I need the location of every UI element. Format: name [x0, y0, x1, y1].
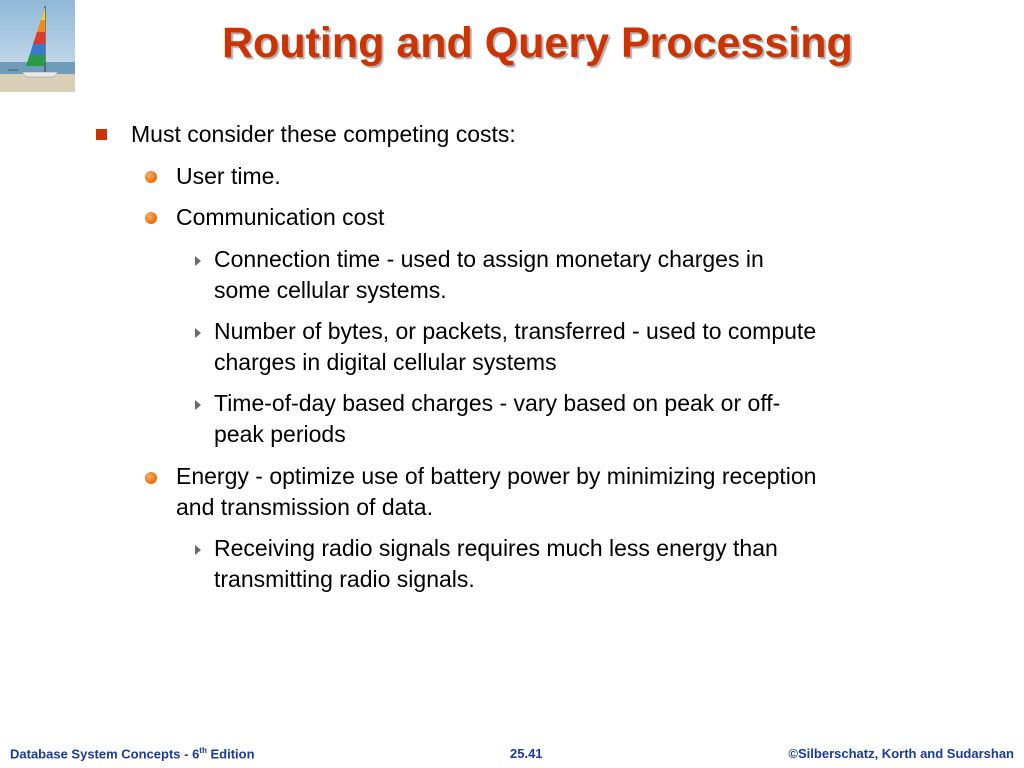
arrow-bullet-icon	[195, 328, 201, 338]
bullet-level3-line1: Number of bytes, or packets, transferred - used to compute	[214, 318, 817, 344]
square-bullet-icon	[96, 129, 107, 140]
arrow-bullet-icon	[195, 545, 201, 555]
bullet-level3-line2: transmitting radio signals.	[214, 566, 475, 592]
footer-copyright: ©Silberschatz, Korth and Sudarshan	[788, 746, 1014, 761]
bullet-level2: Communication cost	[176, 204, 385, 230]
slide-title: Routing and Query Processing	[222, 19, 853, 67]
bullet-level2-line1: Energy - optimize use of battery power by minimizing reception	[176, 463, 817, 489]
arrow-bullet-icon	[195, 400, 201, 410]
bullet-level3-line1: Receiving radio signals requires much less energy than	[214, 535, 778, 561]
bullet-level3-line2: some cellular systems.	[214, 277, 447, 303]
footer-book-title	[10, 746, 255, 761]
footer-book-prefix: Database System Concepts - 6	[10, 746, 200, 762]
dot-bullet-icon	[145, 472, 157, 484]
bullet-level2-line2: and transmission of data.	[176, 494, 433, 520]
dot-bullet-icon	[145, 171, 157, 183]
footer-page-number: 25.41	[510, 746, 543, 761]
bullet-level1: Must consider these competing costs:	[131, 121, 516, 147]
bullet-level3-line2: peak periods	[214, 421, 346, 447]
bullet-level3-line1: Connection time - used to assign monetary charges in	[214, 246, 764, 272]
footer-book-suffix: Edition	[206, 746, 255, 762]
bullet-level2: User time.	[176, 163, 281, 189]
bullet-level3-line2: charges in digital cellular systems	[214, 349, 557, 375]
bullet-level3-line1: Time-of-day based charges - vary based on peak or off-	[214, 390, 781, 416]
arrow-bullet-icon	[195, 256, 201, 266]
dot-bullet-icon	[145, 212, 157, 224]
footer-book-sup: th	[199, 746, 207, 755]
